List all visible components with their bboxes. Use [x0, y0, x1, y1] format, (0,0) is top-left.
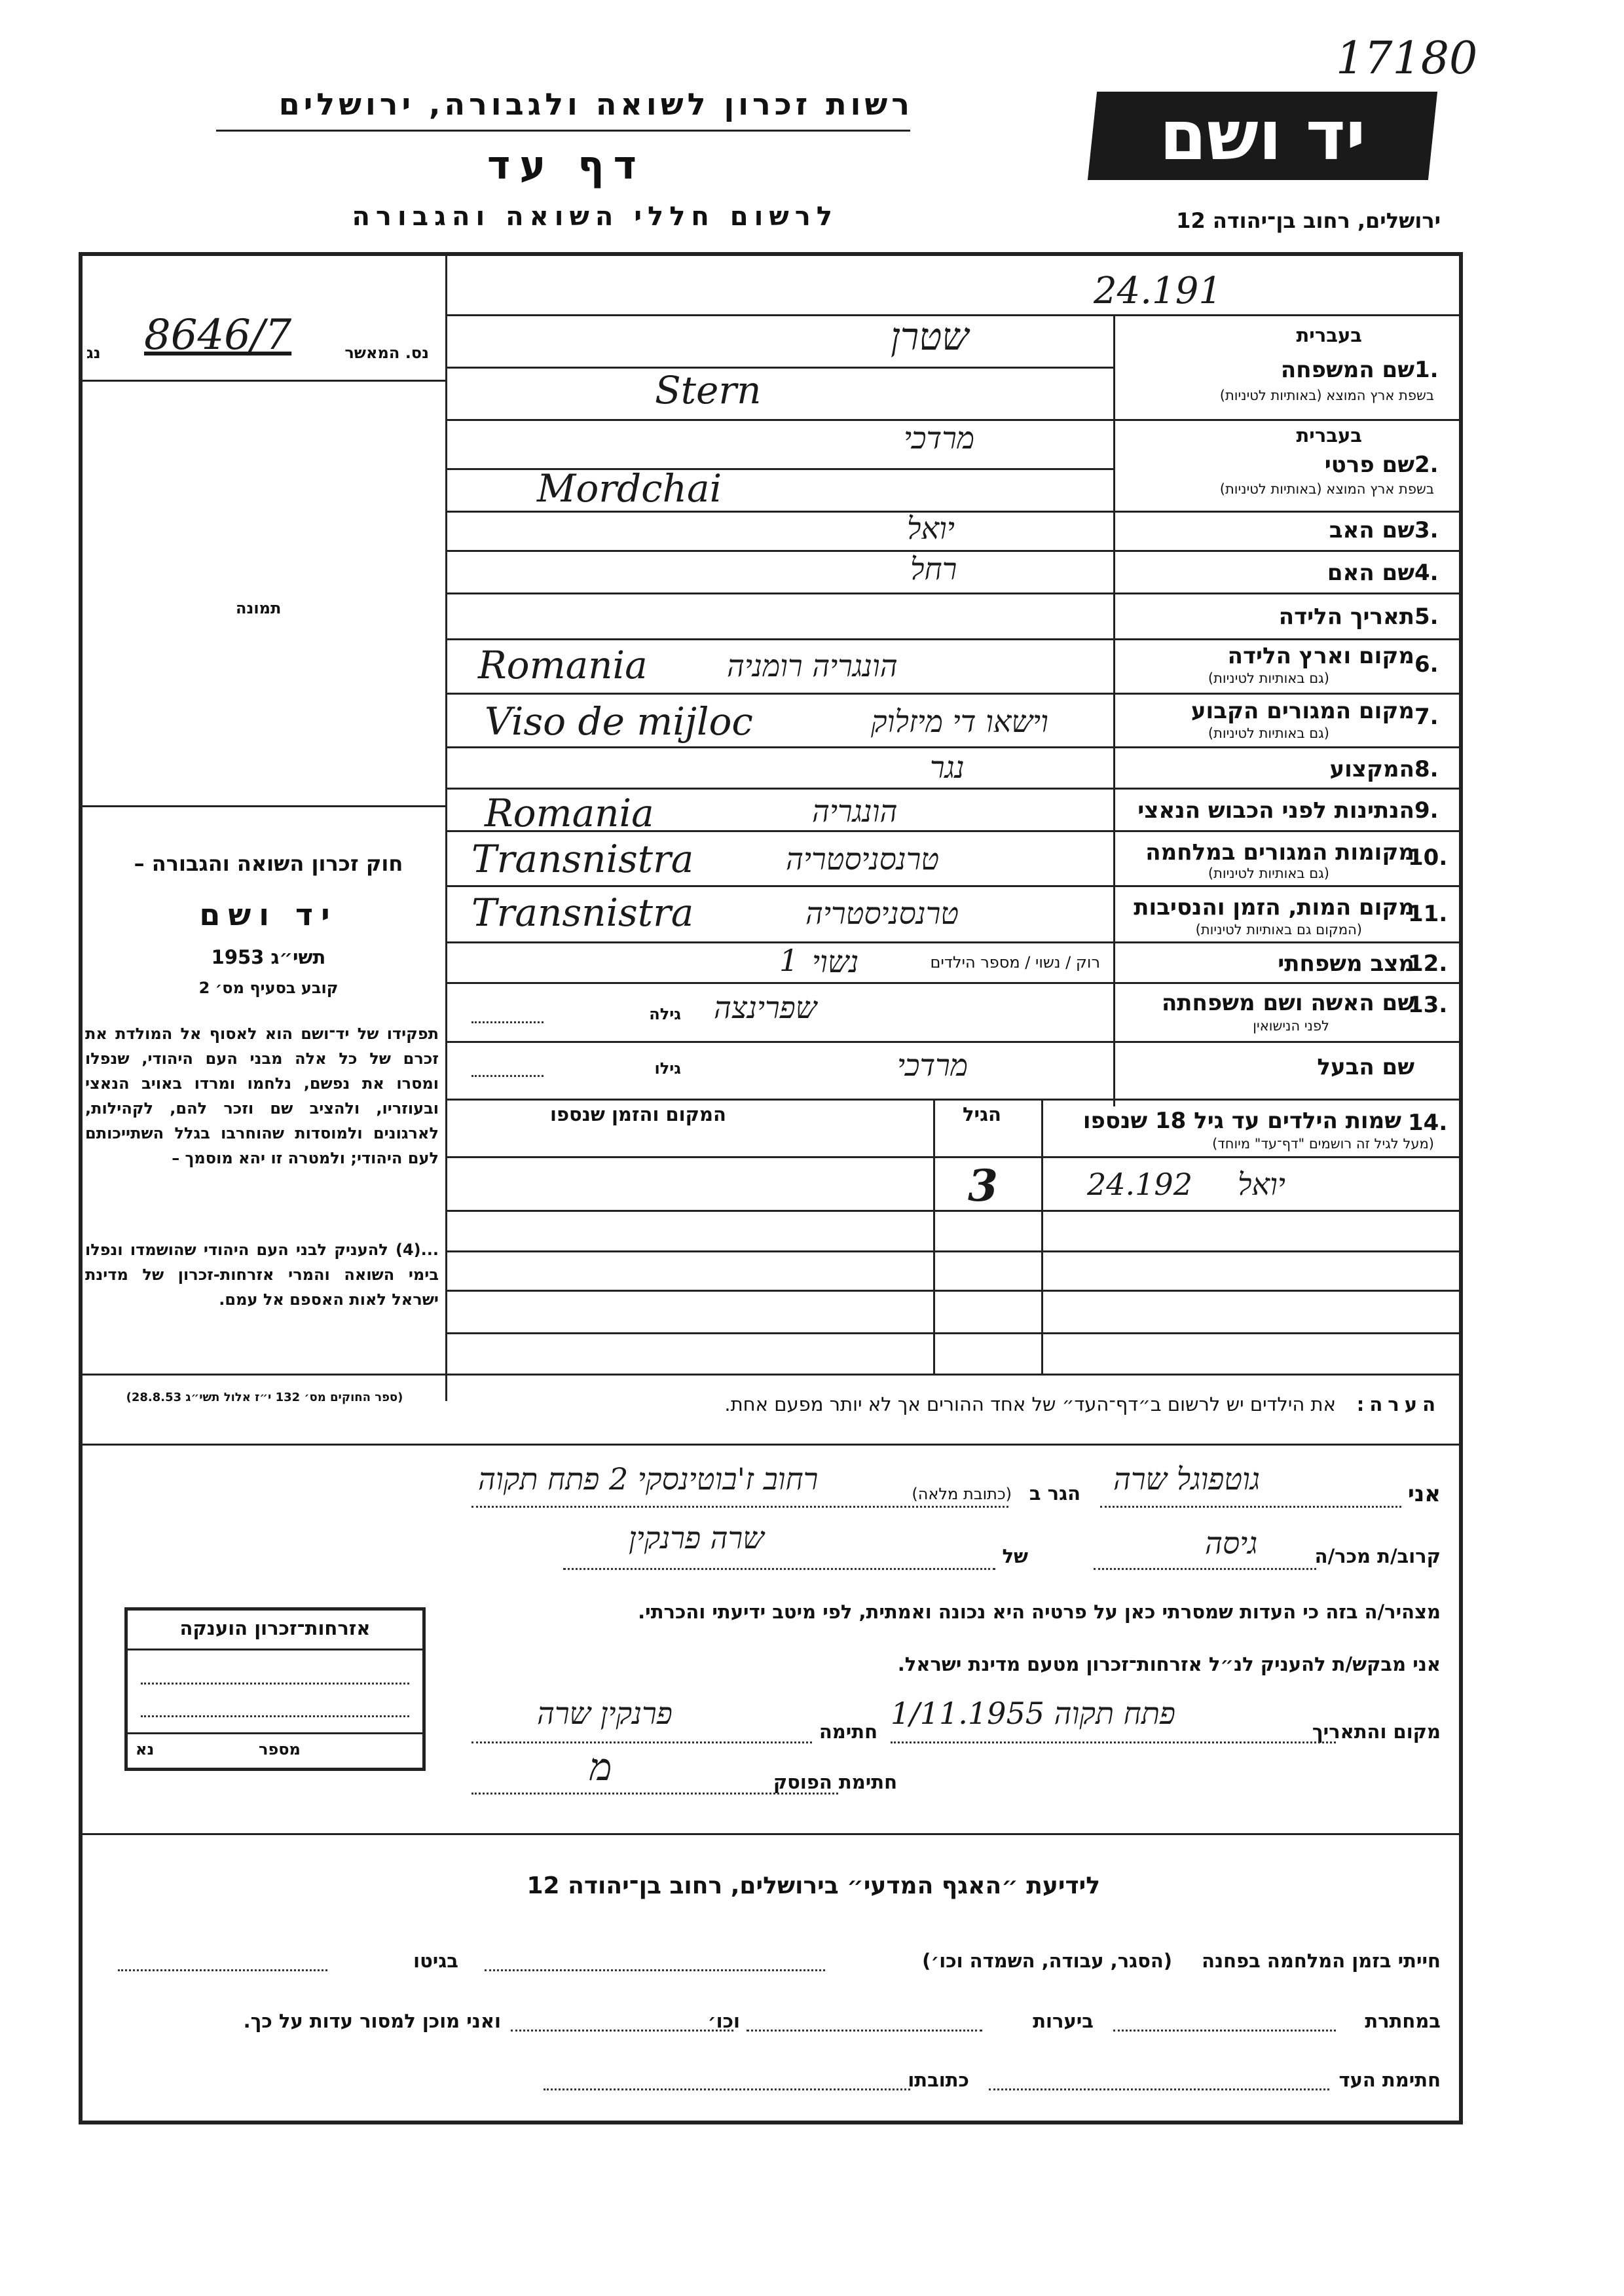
logo-text: יד ושם [1159, 96, 1366, 175]
footer-line1-dots-b [118, 1969, 327, 1971]
place-date-value: פתח תקוה 1/11.1955 [891, 1696, 1176, 1731]
of-value: שרה פרנקין [629, 1520, 764, 1556]
first-name-latin: Mordchai [537, 466, 722, 511]
field-13-note: לפני הנישואין [1253, 1018, 1329, 1034]
field-13-age-line [471, 1021, 544, 1023]
row-line [445, 638, 1459, 640]
child-record: 24.192 [1087, 1167, 1192, 1202]
box-line [128, 1732, 422, 1734]
surname-latin: Stern [655, 368, 762, 412]
field-10-note: (גם באותיות לטיניות) [1208, 866, 1329, 881]
field-10-num: 10. [1408, 845, 1448, 871]
declarant-address: רחוב ז'בוטינסקי 2 פתח תקוה [478, 1461, 819, 1497]
form-no-label: נס. המאשר [344, 344, 429, 362]
law-paragraph-2: ...(4) להעניק לבני העם היהודי שהושמדו ונפלו בימי השואה והמרי אזרחות-זכרון של מדינת ישראל לאות האספם אל עמם. [85, 1241, 439, 1309]
declarant-address-line [471, 1506, 1008, 1508]
marital-status: נשוי [812, 944, 859, 979]
row-line [445, 788, 1459, 790]
row-line [445, 1332, 1459, 1334]
law-clause: קובע בסעיף מס׳ 2 [198, 979, 339, 997]
residence-hebrew: וישאו די מיזלוק [871, 704, 1048, 739]
field-1-num: 1. [1414, 357, 1439, 383]
field-2-note: בשפת ארץ המוצא (באותיות לטיניות) [1219, 481, 1434, 497]
row-line [445, 885, 1459, 887]
field-3-num: 3. [1414, 517, 1439, 543]
footer-heading: לידיעת ״האגף המדעי״ בירושלים, רחוב בן־יהודה 12 [526, 1872, 1100, 1899]
signature-label: חתימה [819, 1721, 877, 1743]
authority-label: חתימת הפוסק [773, 1771, 897, 1793]
footer-line3-b: כתובתו [908, 2069, 969, 2091]
children-note: (מעל לגיל זה רושמים "דף־עד" מיוחד) [1212, 1136, 1434, 1152]
children-count: 1 [779, 943, 799, 978]
signature-value: פרנקין שרה [537, 1696, 673, 1731]
wife-name: שפרינצה [714, 990, 817, 1025]
row-line [445, 1099, 1459, 1101]
children-col-place: המקום והזמן שנספו [550, 1103, 726, 1125]
nationality-hebrew: הונגריה [812, 793, 898, 829]
field-9-label: הנתינות לפני הכבוש הנאצי [1137, 797, 1414, 824]
footer-line3-dots-b [544, 2088, 910, 2090]
field-7-label: מקום המגורים הקבוע [1190, 698, 1414, 724]
place-date-label: מקום והתאריך [1312, 1721, 1441, 1743]
box-dotline [141, 1715, 409, 1717]
yad-vashem-logo [1088, 92, 1437, 180]
field-8-label: המקצוע [1329, 756, 1414, 782]
footer-line2-a: במחתרת [1365, 2010, 1441, 2032]
field-13-label: שם האשה ושם משפחתה [1161, 990, 1414, 1016]
children-label: שמות הילדים עד גיל 18 שנספו [1082, 1108, 1401, 1134]
row-line [445, 1250, 1459, 1252]
field-9-num: 9. [1414, 797, 1439, 824]
field-7-note: (גם באותיות לטיניות) [1208, 725, 1329, 741]
photo-label: תמונה [236, 599, 282, 617]
form-no-prefix: נג [86, 344, 101, 362]
row-line [79, 1374, 1459, 1376]
form-no-value: 8646/7 [144, 311, 292, 359]
declarant-i-label: אני [1407, 1481, 1441, 1507]
footer-line1-dots-a [485, 1969, 825, 1971]
law-footer: (ספר החוקים מס׳ 132 י״ז אלול תשי״ג 28.8.53) [126, 1391, 403, 1404]
birth-country-latin: Romania [478, 643, 648, 687]
husband-name: מרדכי [897, 1048, 969, 1083]
field-6-label: מקום וארץ הלידה [1227, 643, 1414, 669]
profession: נגר [930, 750, 965, 785]
field-2-side: בעברית [1296, 424, 1362, 446]
nationality-latin: Romania [485, 791, 654, 835]
field-12-num: 12. [1408, 951, 1448, 977]
org-line: רשות זכרון לשואה ולגבורה, ירושלים [278, 86, 913, 122]
wartime-residence-latin: Transnistra [471, 837, 694, 881]
child-age: 3 [968, 1160, 998, 1211]
address: ירושלים, רחוב בן־יהודה 12 [1176, 208, 1441, 233]
relation-value: גיסה [1205, 1525, 1258, 1561]
footer-divider [79, 1833, 1459, 1835]
field-2-label: שם פרטי [1324, 452, 1414, 478]
death-place-hebrew: טרנסניסטריה [805, 896, 959, 931]
footer-line2-c: וכו׳ [707, 2010, 740, 2032]
footer-line1-b: (הסגר, עבודה, השמדה וכו׳) [922, 1950, 1172, 1972]
box-line [128, 1649, 422, 1650]
row-line [79, 1444, 1459, 1446]
authority-line [471, 1793, 838, 1795]
sidebar-line [79, 805, 445, 807]
birth-country-hebrew: הונגריה רומניה [727, 648, 898, 683]
field-12-options: רוק / נשוי / מספר הילדים [930, 953, 1100, 972]
of-line [563, 1568, 995, 1570]
footer-line2-dots-b [747, 2030, 982, 2032]
declarant-residing-note: (כתובת מלאה) [912, 1485, 1012, 1503]
row-line [445, 592, 1459, 594]
footer-line2-d: ואני מוכן למסור עדות על כך. [243, 2010, 501, 2032]
field-1-label: שם המשפחה [1280, 357, 1414, 383]
relation-label: קרוב/ת מכר/ה [1314, 1545, 1441, 1567]
residence-latin: Viso de mijloc [485, 699, 753, 744]
children-num: 14. [1408, 1110, 1448, 1136]
row-line [445, 982, 1459, 984]
citizenship-box-number-prefix: נא [136, 1740, 155, 1758]
footer-line2-b: ביערות [1033, 2010, 1094, 2032]
field-4-num: 4. [1414, 560, 1439, 586]
field-11-note: (המקום גם באותיות לטיניות) [1195, 922, 1362, 938]
authority-signature: מ [589, 1745, 612, 1789]
field-6-num: 6. [1414, 651, 1439, 678]
declarant-name-line [1100, 1506, 1401, 1508]
field-4-label: שם האם [1327, 560, 1414, 586]
citizenship-box-number-label: מספר [259, 1740, 301, 1758]
citizenship-box [124, 1607, 426, 1771]
statement-1: מצהיר/ה בזה כי העדות שמסרתי כאן על פרטיה היא נכונה ואמתית, לפי מיטב ידיעתי והכרתי. [638, 1601, 1441, 1623]
law-year: תשי״ג 1953 [211, 946, 326, 968]
children-col-age: הגיל [963, 1103, 1001, 1125]
form-title: דף עד [487, 143, 646, 189]
row-line [445, 1290, 1459, 1292]
place-date-line [891, 1741, 1336, 1743]
field-11-num: 11. [1408, 901, 1448, 927]
footer-line1-a: חייתי בזמן המלחמה בפחנה [1202, 1950, 1441, 1972]
law-title: חוק זכרון השואה והגבורה – [134, 851, 403, 876]
field-13-age-label: גילה [649, 1005, 681, 1023]
footer-line2-dots-c [511, 2030, 733, 2032]
law-name: יד ושם [199, 897, 338, 932]
field-1-side: בעברית [1296, 324, 1362, 346]
footer-line2-dots-a [1113, 2030, 1336, 2032]
row-line [445, 1156, 1459, 1158]
field-husband-age-label: גילו [654, 1059, 681, 1078]
remark-label: הערה: [1356, 1393, 1441, 1415]
row-line [445, 1210, 1459, 1212]
field-8-num: 8. [1414, 756, 1439, 782]
death-place-latin: Transnistra [471, 890, 694, 935]
label-divider [1113, 314, 1115, 1106]
sidebar-divider [445, 255, 447, 1401]
field-7-num: 7. [1414, 704, 1439, 730]
field-husband-age-line [471, 1075, 544, 1077]
field-1-note: בשפת ארץ המוצא (באותיות לטיניות) [1219, 388, 1434, 403]
box-dotline [141, 1683, 409, 1685]
declarant-name: גוטפוגל שרה [1113, 1461, 1261, 1497]
relation-line [1094, 1568, 1316, 1570]
field-13-num: 13. [1408, 992, 1448, 1018]
mother-name: רחל [910, 551, 957, 587]
row-line [445, 1041, 1459, 1043]
statement-2: אני מבקש/ת להעניק לנ״ל אזרחות־זכרון מטעם מדינת ישראל. [897, 1653, 1441, 1675]
org-underline [216, 130, 910, 132]
field-6-note: (גם באותיות לטיניות) [1208, 670, 1329, 686]
row-line [445, 367, 1113, 369]
field-2-num: 2. [1414, 452, 1439, 478]
row-line [445, 693, 1459, 695]
child-name: יואל [1238, 1167, 1285, 1202]
footer-line3-a: חתימת העד [1338, 2069, 1441, 2091]
first-name-hebrew: מרדכי [904, 420, 975, 456]
wartime-residence-hebrew: טרנסניסטריה [786, 841, 940, 877]
signature-line [471, 1741, 812, 1743]
field-husband-label: שם הבעל [1317, 1054, 1414, 1080]
citizenship-box-title: אזרחות־זכרון הוענקה [179, 1617, 371, 1639]
field-11-label: מקום המות, הזמן והנסיבות [1134, 894, 1414, 920]
of-label: של [1002, 1545, 1028, 1567]
row-line [445, 941, 1459, 943]
law-paragraph-1: תפקידו של יד־ושם הוא לאסוף אל המולדת את זכרם של כל אלה מבני העם היהודי, שנפלו ומסרו את נפשם, נלחמו ומרדו באויב הנאצי ובעוזריו, ולהציב שם וזכר להם, לקהילות, לארגונים ולמוסדות שהוחרבו בגלל השתייכותם לעם היהודי; ולמטרה זו יהא מוסמך – [85, 1025, 439, 1167]
surname-hebrew: שטרן [891, 314, 969, 359]
archive-number: 17180 [1336, 33, 1478, 84]
field-5-label: תאריך הלידה [1278, 604, 1414, 630]
declarant-residing-label: הגר ב [1029, 1482, 1080, 1504]
footer-line3-dots-a [989, 2088, 1329, 2090]
remark-text: את הילדים יש לרשום ב״דף־העד״ של אחד ההורים אך לא יותר מפעם אחת. [724, 1393, 1336, 1415]
sidebar-line [79, 380, 445, 382]
form-subtitle: לרשום חללי השואה והגבורה [352, 202, 838, 232]
field-10-label: מקומות המגורים במלחמה [1145, 839, 1414, 866]
field-5-num: 5. [1414, 604, 1439, 630]
father-name: יואל [907, 511, 955, 546]
field-3-label: שם האב [1329, 517, 1414, 543]
field-12-label: מצב משפחתי [1278, 951, 1414, 977]
footer-line1-c: בגיטו [413, 1950, 458, 1972]
record-number: 24.191 [1094, 270, 1222, 312]
row-line [445, 746, 1459, 748]
